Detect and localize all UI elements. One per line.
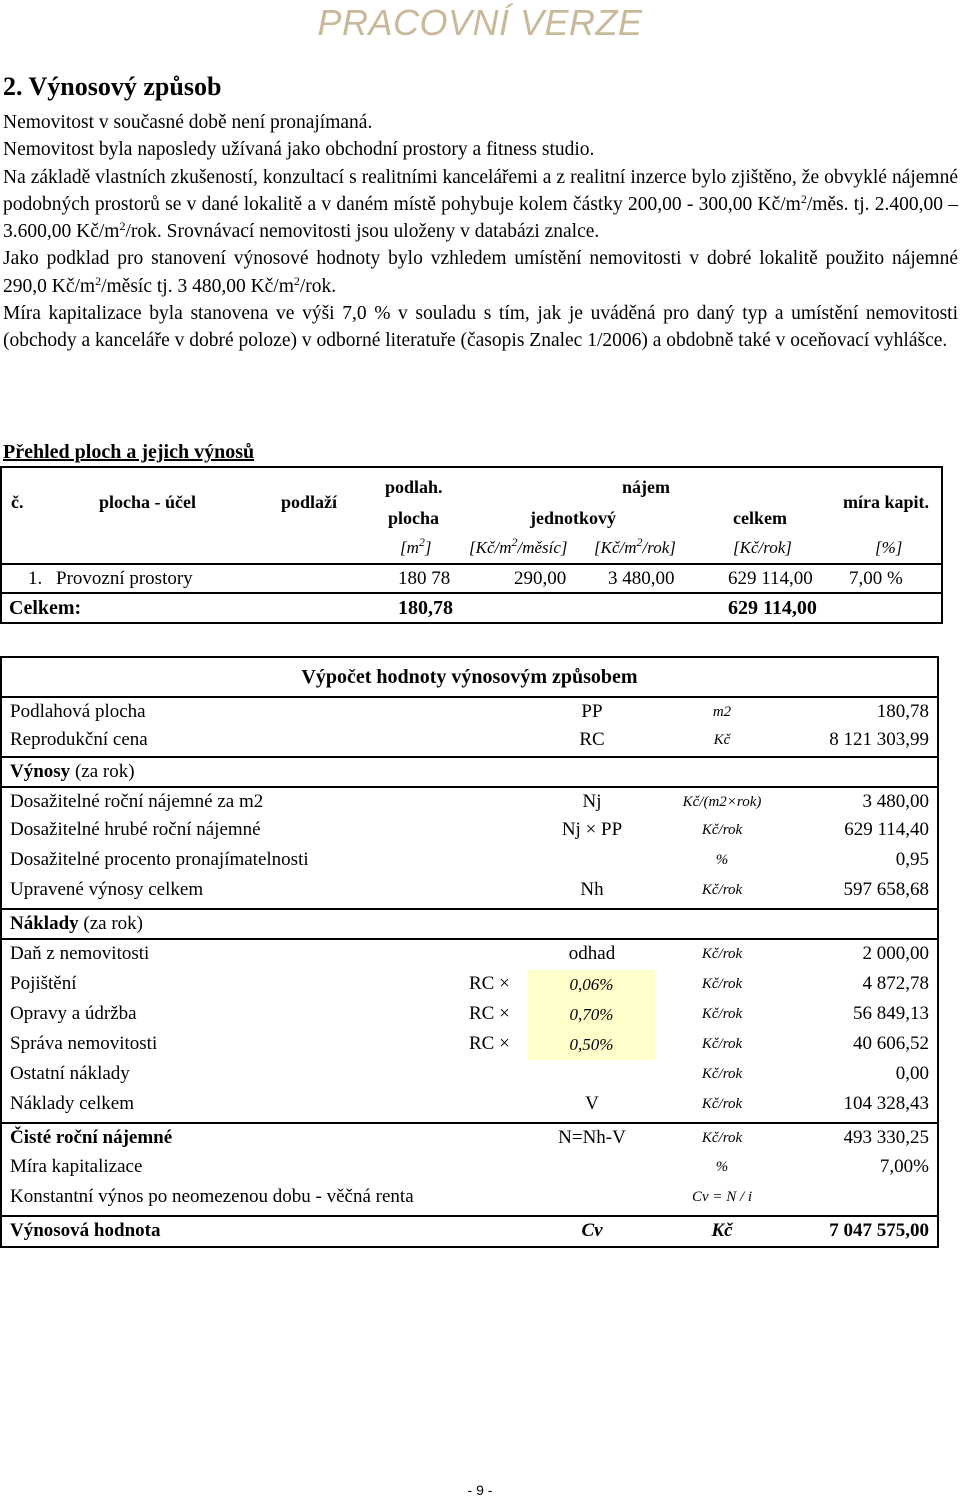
section-title: 2. Výnosový způsob: [3, 72, 222, 101]
row-percentage: 0,70%: [528, 1000, 655, 1030]
row-symbol: RC: [579, 729, 605, 750]
total-amount: 629 114,00: [728, 597, 817, 619]
row-unit: %: [715, 1159, 729, 1175]
superscript: 2: [95, 273, 102, 288]
header-celkem: celkem: [733, 508, 787, 528]
row-symbol: odhad: [568, 943, 616, 964]
row-unit: Cv = N / i: [691, 1189, 753, 1205]
body-text: [3, 109, 958, 355]
page-number: - 9 -: [467, 1482, 493, 1498]
row-unit: Kč/rok: [701, 882, 743, 898]
row-unit: Kč/rok: [701, 1036, 743, 1052]
row-value: 8 121 303,99: [829, 729, 929, 750]
row-unit: Kč/rok: [701, 822, 743, 838]
row-label: Konstantní výnos po neomezenou dobu - věčná renta: [10, 1186, 414, 1207]
row-label: Míra kapitalizace: [10, 1156, 143, 1177]
table-row: [2, 786, 937, 818]
row-unit: Kč: [711, 1220, 733, 1241]
row-label: Výnosová hodnota: [10, 1220, 161, 1241]
table-row: [2, 1183, 937, 1213]
header-podlazi: podlaží: [281, 492, 338, 512]
row-unit: m2: [712, 704, 732, 720]
unit-pct: [%]: [875, 538, 903, 557]
p3-part-a: Na základě vlastních zkušeností, konzultací s realitními kancelářemi a z realitní inzerce bylo zjištěno, že obvyklé nájemné podobných prostorů se v dané lokalitě a v daném místě pohybuje kolem částky 200,00 - 300,00 Kč/m: [3, 166, 958, 215]
row-label: Dosažitelné roční nájemné za m2: [10, 791, 264, 812]
row-symbol: Cv: [581, 1220, 603, 1241]
row-unit: %: [715, 852, 729, 868]
row-label: Opravy a údržba: [10, 1003, 137, 1024]
row-unit: Kč/rok: [701, 946, 743, 962]
row-label: Správa nemovitosti: [10, 1033, 158, 1054]
row-value: 0,95: [895, 849, 929, 870]
row-name: Provozní prostory: [56, 568, 193, 589]
superscript: 2: [800, 191, 807, 206]
table-row: [2, 908, 937, 940]
row-symbol: N=Nh-V: [558, 1127, 626, 1148]
row-unit: Kč/(m2×rok): [682, 794, 762, 810]
row-unit-year: 3 480,00: [608, 568, 675, 589]
row-unit: Kč: [713, 732, 731, 748]
table-row: [2, 938, 937, 970]
calc-table: [0, 656, 939, 1248]
row-symbol: V: [585, 1093, 599, 1114]
table-row: [2, 816, 937, 846]
row-rc: RC ×: [469, 1033, 510, 1054]
row-label: Dosažitelné hrubé roční nájemné: [10, 819, 261, 840]
areas-table-title: Přehled ploch a jejich výnosů: [3, 441, 255, 463]
table-row: [2, 1090, 937, 1120]
row-value: 2 000,00: [862, 943, 929, 964]
row-value: 56 849,13: [853, 1003, 929, 1024]
row-unit: Kč/rok: [701, 1130, 743, 1146]
table-row: [2, 696, 937, 728]
total-label: Celkem:: [9, 597, 82, 619]
table-row: [2, 846, 937, 876]
p4-part-c: /rok.: [299, 275, 337, 297]
row-symbol: Nj: [582, 791, 602, 812]
watermark: PRACOVNÍ VERZE: [317, 2, 643, 43]
p3-part-c: /rok. Srovnávací nemovitosti jsou uloženy v databázi znalce.: [125, 221, 600, 243]
superscript: 2: [119, 219, 126, 234]
row-unit-month: 290,00: [514, 568, 567, 589]
row-value: 180,78: [876, 701, 929, 722]
row-label: Čisté roční nájemné: [10, 1127, 173, 1148]
table-row: [2, 756, 937, 788]
p4-part-a: Jako podklad pro stanovení výnosové hodnoty bylo vzhledem umístění nemovitosti v dobré lokalitě použito nájemné 290,0 Kč/m: [3, 248, 958, 297]
row-unit: Kč/rok: [701, 1096, 743, 1112]
row-symbol: Nh: [580, 879, 604, 900]
calc-table-title: Výpočet hodnoty výnosovým způsobem: [301, 666, 638, 688]
row-value: 0,00: [895, 1063, 929, 1084]
areas-table: [0, 466, 943, 624]
row-percentage: 0,06%: [528, 970, 655, 1000]
paragraph-3: [3, 164, 958, 246]
row-unit: Kč/rok: [701, 1006, 743, 1022]
row-rate: 7,00 %: [849, 568, 903, 589]
row-area: 180 78: [398, 568, 451, 589]
header-mira: míra kapit.: [843, 492, 930, 512]
header-plocha-ucel: plocha - účel: [99, 492, 196, 512]
row-label: Náklady celkem: [10, 1093, 134, 1114]
row-value: 7 047 575,00: [829, 1220, 929, 1241]
row-value: 40 606,52: [853, 1033, 929, 1054]
row-rc: RC ×: [469, 1003, 510, 1024]
row-label: Reprodukční cena: [10, 729, 148, 750]
total-area: 180,78: [398, 597, 453, 619]
row-value: 4 872,78: [862, 973, 929, 994]
row-value: 3 480,00: [862, 791, 929, 812]
table-row: [2, 1215, 937, 1248]
header-podlah: podlah.: [385, 477, 443, 497]
paragraph-1: Nemovitost v současné době není pronajímaná.: [3, 112, 373, 133]
header-najem: nájem: [622, 477, 670, 497]
table-divider: [2, 563, 941, 565]
p4-part-b: /měsíc tj. 3 480,00 Kč/m: [101, 275, 294, 297]
row-value: 493 330,25: [843, 1127, 929, 1148]
table-row: [2, 1122, 937, 1154]
header-plocha: plocha: [388, 508, 440, 528]
row-symbol: Nj × PP: [561, 819, 623, 840]
row-value: 597 658,68: [843, 879, 929, 900]
header-number: č.: [11, 492, 24, 512]
table-row: [2, 970, 937, 1000]
paragraph-5: Míra kapitalizace byla stanovena ve výši 7,0 % v souladu s tím, jak je uváděná pro daný typ a umístění nemovitosti (obchody a kanceláře v dobré poloze) v odborné literatuře (časopis Znalec 1/2006) a obdobně také v oceňovací vyhlášce.: [3, 303, 958, 352]
row-value: 104 328,43: [843, 1093, 929, 1114]
superscript: 2: [293, 273, 300, 288]
row-label: Dosažitelné procento pronajímatelnosti: [10, 849, 309, 870]
table-divider: [2, 592, 941, 594]
row-label: Podlahová plocha: [10, 701, 146, 722]
p3-part-b: /měs. tj. 2.400,00 – 3.600,00 Kč/m: [3, 193, 958, 243]
row-label: Ostatní náklady: [10, 1063, 130, 1084]
unit-kc-m2-mesic: $[Kč/m^2/měsíc]$: [469, 535, 568, 557]
row-total: 629 114,00: [728, 568, 813, 589]
row-label: Daň z nemovitosti: [10, 943, 150, 964]
header-jednotkovy: jednotkový: [530, 508, 617, 528]
table-row: [2, 726, 937, 756]
table-row: [2, 1153, 937, 1183]
unit-m2: $[m^2]$: [400, 535, 432, 557]
table-row: [2, 876, 937, 906]
paragraph-2: Nemovitost byla naposledy užívaná jako obchodní prostory a fitness studio.: [3, 139, 595, 161]
row-label: Náklady (za rok): [10, 913, 143, 934]
row-unit: Kč/rok: [701, 976, 743, 992]
unit-kc-rok: [Kč/rok]: [733, 538, 792, 557]
calc-table-header: [2, 658, 937, 696]
row-percentage: 0,50%: [528, 1030, 655, 1060]
paragraph-4: [3, 245, 958, 300]
table-row: [2, 1030, 937, 1060]
row-value: 629 114,40: [844, 819, 929, 840]
row-label: Upravené výnosy celkem: [10, 879, 204, 900]
row-label: Výnosy (za rok): [10, 761, 135, 782]
table-row: [2, 1060, 937, 1090]
row-value: 7,00%: [879, 1156, 929, 1177]
row-symbol: PP: [581, 701, 603, 722]
row-unit: Kč/rok: [701, 1066, 743, 1082]
unit-kc-m2-rok: $[Kč/m^2/rok]$: [594, 535, 676, 557]
row-number: 1.: [28, 568, 43, 589]
row-rc: RC ×: [469, 973, 510, 994]
row-label: Pojištění: [10, 973, 77, 994]
table-row: [2, 1000, 937, 1030]
